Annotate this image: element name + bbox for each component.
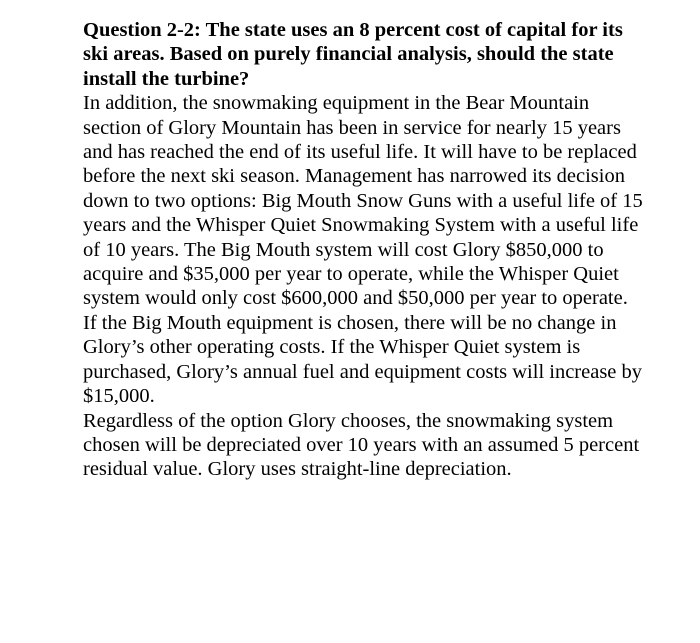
question-heading: Question 2-2: The state uses an 8 percent cost of capital for its ski areas. Based on purely financial analysis, should the state install the turbine? — [83, 19, 623, 90]
document-body — [83, 18, 643, 482]
paragraph-snowmaking-options: In addition, the snowmaking equipment in the Bear Mountain section of Glory Mountain has been in service for nearly 15 years and has reached the end of its useful life. It will have to be replaced before the next ski season. Management has narrowed its decision down to two options: Big Mouth Snow Guns with a useful life of 15 years and the Whisper Quiet Snowmaking System with a useful life of 10 years. The Big Mouth system will cost Glory $850,000 to acquire and $35,000 per year to operate, while the Whisper Quiet system would only cost $600,000 and $50,000 per year to operate. — [83, 92, 643, 310]
paragraph-depreciation: Regardless of the option Glory chooses, the snowmaking system chosen will be depreciated over 10 years with an assumed 5 percent residual value. Glory uses straight-line depreciation. — [83, 409, 640, 481]
paragraph-operating-costs: If the Big Mouth equipment is chosen, there will be no change in Glory’s other operating costs. If the Whisper Quiet system is purchased, Glory’s annual fuel and equipment costs will increase by $15,000. — [83, 311, 643, 408]
